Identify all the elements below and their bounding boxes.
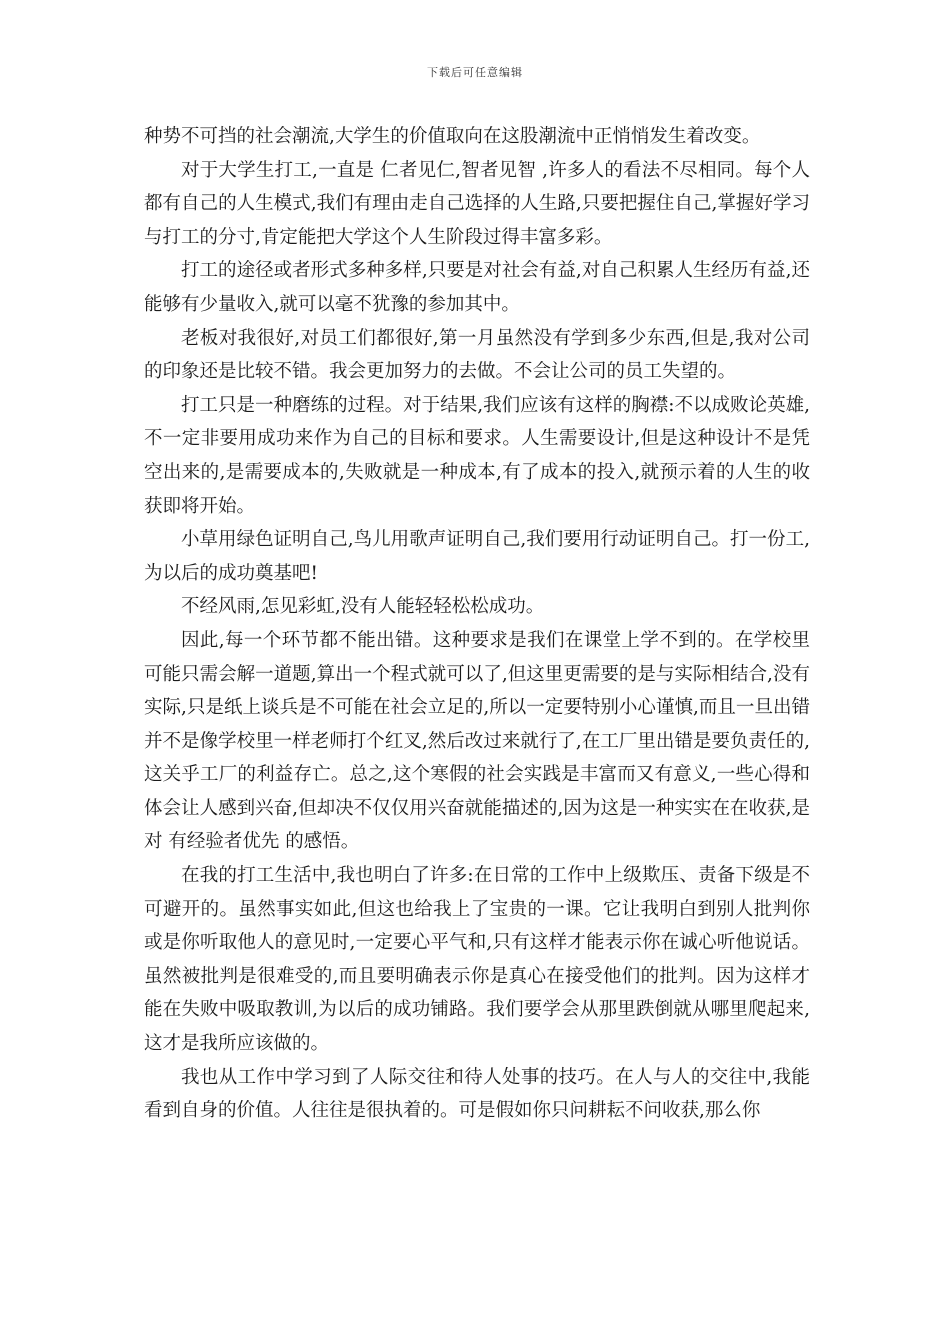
paragraph: 对于大学生打工,一直是 仁者见仁,智者见智 ,许多人的看法不尽相同。每个人都有自己的人生模式,我们有理由走自己选择的人生路,只要把握住自己,掌握好学习与打工的分寸,肯定能把大学这个人生阶段过得丰富多彩。 xyxy=(144,159,810,248)
paragraph: 在我的打工生活中,我也明白了许多:在日常的工作中上级欺压、责备下级是不可避开的。虽然事实如此,但这也给我上了宝贵的一课。它让我明白到别人批判你或是你听取他人的意见时,一定要心平气和,只有这样才能表示你在诚心听他说话。虽然被批判是很难受的,而且要明确表示你是真心在接受他们的批判。因为这样才能在失败中吸取教训,为以后的成功铺路。我们要学会从那里跌倒就从哪里爬起来,这才是我所应该做的。 xyxy=(144,865,810,1055)
document-body xyxy=(144,120,810,1128)
paragraph: 种势不可挡的社会潮流,大学生的价值取向在这股潮流中正悄悄发生着改变。 xyxy=(144,126,761,147)
paragraph: 我也从工作中学习到了人际交往和待人处事的技巧。在人与人的交往中,我能看到自身的价值。人往往是很执着的。可是假如你只问耕耘不问收获,那么你 xyxy=(144,1066,810,1122)
paragraph: 小草用绿色证明自己,鸟儿用歌声证明自己,我们要用行动证明自己。打一份工,为以后的成功奠基吧! xyxy=(144,529,810,584)
page-header: 下载后可任意编辑 xyxy=(427,66,523,79)
paragraph: 不经风雨,怎见彩虹,没有人能轻轻松松成功。 xyxy=(181,596,545,618)
paragraph: 老板对我很好,对员工们都很好,第一月虽然没有学到多少东西,但是,我对公司的印象还是比较不错。我会更加努力的去做。不会让公司的员工失望的。 xyxy=(144,327,810,383)
paragraph: 因此,每一个环节都不能出错。这种要求是我们在课堂上学不到的。在学校里可能只需会解一道题,算出一个程式就可以了,但这里更需要的是与实际相结合,没有实际,只是纸上谈兵是不可能在社会立足的,所以一定要特别小心谨慎,而且一旦出错并不是像学校里一样老师打个红叉,然后改过来就行了,在工厂里出错是要负责任的,这关乎工厂的利益存亡。总之,这个寒假的社会实践是丰富而又有意义,一些心得和体会让人感到兴奋,但却决不仅仅用兴奋就能描述的,因为这是一种实实在在收获,是对 有经验者优先 的感悟。 xyxy=(144,629,810,853)
paragraph: 打工的途径或者形式多种多样,只要是对社会有益,对自己积累人生经历有益,还能够有少量收入,就可以毫不犹豫的参加其中。 xyxy=(144,260,810,315)
paragraph: 打工只是一种磨练的过程。对于结果,我们应该有这样的胸襟:不以成败论英雄,不一定非要用成功来作为自己的目标和要求。人生需要设计,但是这种设计不是凭空出来的,是需要成本的,失败就是一种成本,有了成本的投入,就预示着的人生的收获即将开始。 xyxy=(144,394,810,517)
